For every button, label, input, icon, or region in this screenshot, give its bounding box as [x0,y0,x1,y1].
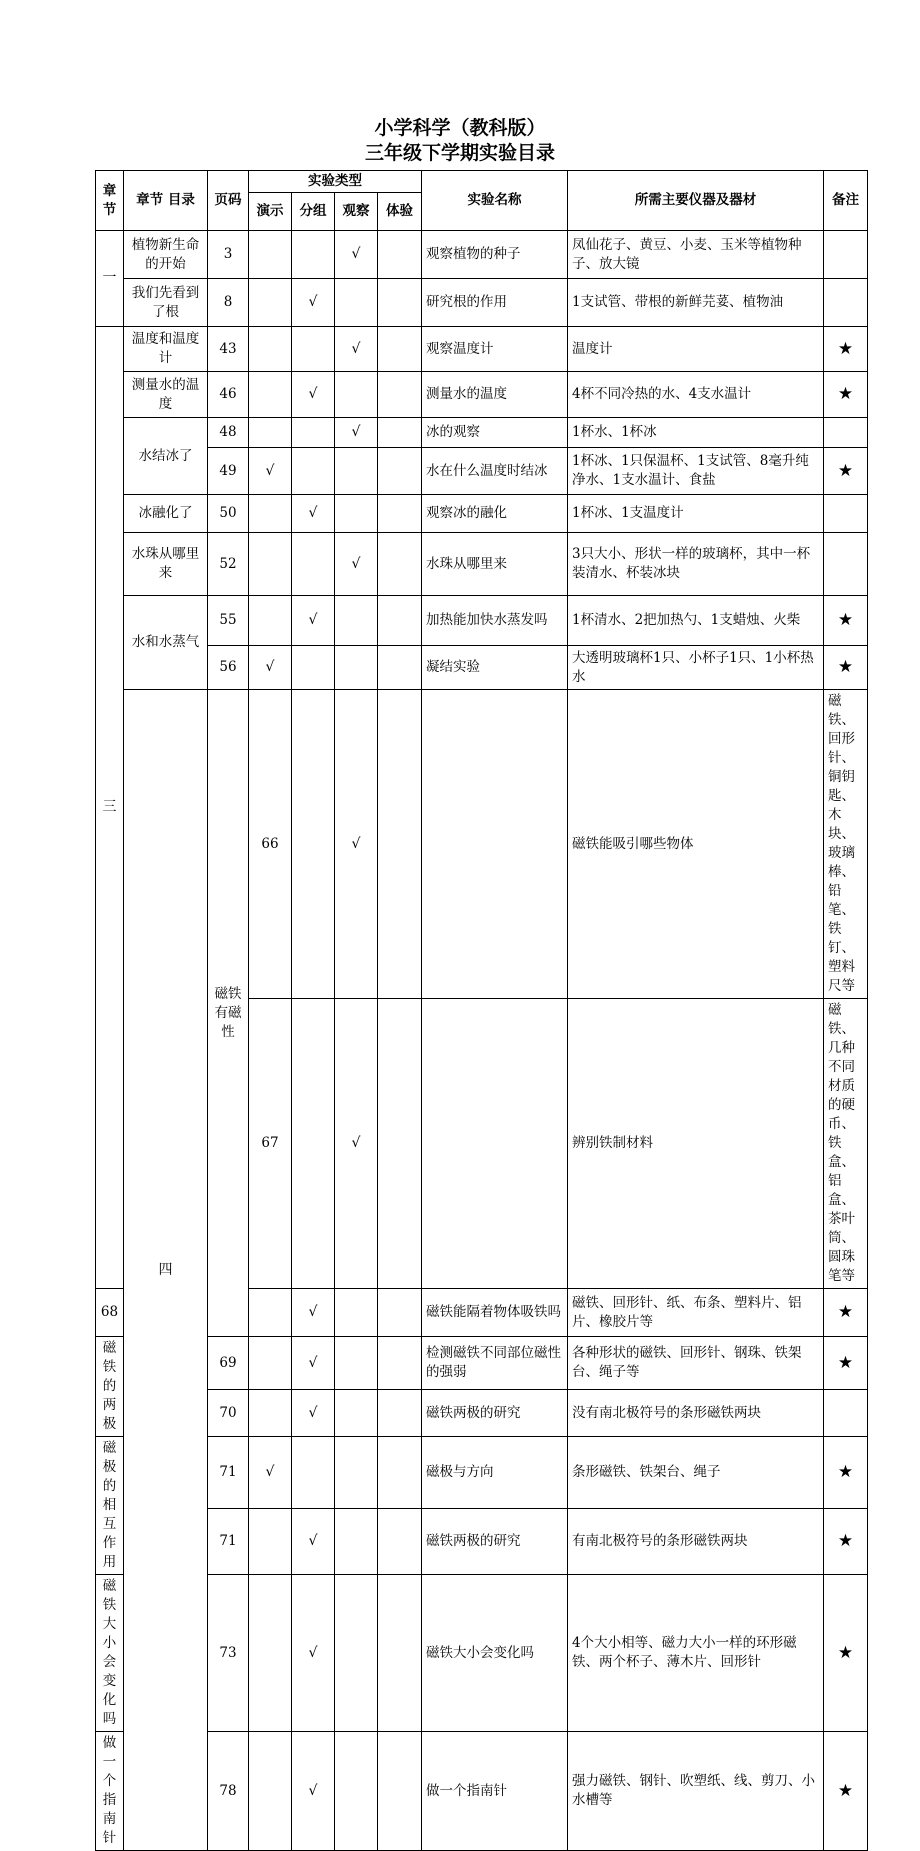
page-cell: 73 [208,1575,249,1732]
observe-cell [335,1337,378,1390]
table-row [96,418,868,448]
table-row [96,533,868,596]
page-cell: 70 [208,1390,249,1437]
header-type-group: 实验类型 [249,171,422,193]
section-cell: 磁铁的两极 [96,1337,124,1437]
experiment-name-cell: 做一个指南针 [422,1732,568,1851]
group-cell [292,533,335,596]
star-icon: ★ [824,327,868,372]
materials-cell: 没有南北极符号的条形磁铁两块 [568,1390,824,1437]
materials-cell: 1支试管、带根的新鲜芫荽、植物油 [568,279,824,327]
experience-cell [378,495,422,533]
experience-cell [422,690,568,999]
experiment-name-cell: 磁铁两极的研究 [422,1509,568,1575]
experience-cell [378,596,422,646]
table-row [96,690,868,999]
star-icon: ★ [824,596,868,646]
group-check: √ [292,1732,335,1851]
page-cell: 67 [249,999,292,1289]
section-cell: 做一个指南针 [96,1732,124,1851]
observe-cell [335,596,378,646]
demo-cell [292,690,335,999]
page-cell: 71 [208,1437,249,1509]
demo-cell [249,1390,292,1437]
table-row [96,1575,868,1732]
demo-cell [249,1289,292,1337]
chapter-cell: 四 [124,690,208,1851]
star-icon: ★ [824,1509,868,1575]
group-check: √ [292,1575,335,1732]
experience-cell [378,533,422,596]
page-cell: 69 [208,1337,249,1390]
experiment-name-cell: 磁铁大小会变化吗 [422,1575,568,1732]
materials-cell: 磁铁、回形针、纸、布条、塑料片、铝片、橡胶片等 [568,1289,824,1337]
experiment-name-cell: 观察植物的种子 [422,231,568,279]
remark-cell [824,231,868,279]
observe-check: √ [335,231,378,279]
materials-cell: 1杯水、1杯冰 [568,418,824,448]
page-cell: 56 [208,646,249,690]
header-section: 章节 目录 [124,171,208,231]
section-cell: 磁铁大小会变化吗 [96,1575,124,1732]
materials-cell: 4杯不同冷热的水、4支水温计 [568,372,824,418]
section-cell: 植物新生命的开始 [124,231,208,279]
demo-cell [249,1337,292,1390]
observe-cell [335,495,378,533]
group-cell [292,418,335,448]
header-remark: 备注 [824,171,868,231]
observe-cell [335,1289,378,1337]
group-check: √ [292,495,335,533]
experiment-table [95,170,868,1851]
materials-cell: 大透明玻璃杯1只、小杯子1只、1小杯热水 [568,646,824,690]
materials-cell: 磁铁、回形针、铜钥匙、木块、玻璃棒、铅笔、铁钉、塑料尺等 [824,690,868,999]
chapter-cell: 三 [96,327,124,1289]
experiment-name-cell: 辨别铁制材料 [568,999,824,1289]
demo-cell [249,1732,292,1851]
section-cell: 测量水的温度 [124,372,208,418]
star-icon: ★ [824,1575,868,1732]
table-row [96,372,868,418]
page-cell: 48 [208,418,249,448]
star-icon: ★ [824,448,868,495]
table-row [96,231,868,279]
demo-cell [249,495,292,533]
experiment-name-cell: 磁铁能隔着物体吸铁吗 [422,1289,568,1337]
section-cell: 水珠从哪里来 [124,533,208,596]
observe-check: √ [335,418,378,448]
demo-cell [249,231,292,279]
materials-cell: 条形磁铁、铁架台、绳子 [568,1437,824,1509]
table-row [96,1390,868,1437]
group-cell [292,327,335,372]
group-check: √ [292,1509,335,1575]
experiment-name-cell: 磁铁两极的研究 [422,1390,568,1437]
materials-cell: 凤仙花子、黄豆、小麦、玉米等植物种子、放大镜 [568,231,824,279]
observe-cell [335,372,378,418]
section-cell: 磁铁有磁性 [208,690,249,1337]
remark-cell [824,1390,868,1437]
page-cell: 43 [208,327,249,372]
observe-cell [335,1509,378,1575]
experience-cell [378,1509,422,1575]
experiment-name-cell: 检测磁铁不同部位磁性的强弱 [422,1337,568,1390]
materials-cell: 有南北极符号的条形磁铁两块 [568,1509,824,1575]
header-type-demo: 演示 [249,193,292,231]
group-check: √ [292,1289,335,1337]
experience-cell [378,1575,422,1732]
demo-cell [249,418,292,448]
experiment-name-cell: 水在什么温度时结冰 [422,448,568,495]
experiment-name-cell: 冰的观察 [422,418,568,448]
remark-cell [824,495,868,533]
demo-check: √ [249,1437,292,1509]
experience-cell [378,1437,422,1509]
table-row [96,495,868,533]
header-experiment-name: 实验名称 [422,171,568,231]
chapter-cell: 一 [96,231,124,327]
table-row [96,279,868,327]
table-row [96,646,868,690]
demo-cell [249,533,292,596]
star-icon: ★ [824,1337,868,1390]
demo-cell [249,327,292,372]
observe-cell [335,1390,378,1437]
group-check: √ [292,1390,335,1437]
experiment-name-cell: 加热能加快水蒸发吗 [422,596,568,646]
section-cell: 温度和温度计 [124,327,208,372]
table-row [96,448,868,495]
experience-cell [378,327,422,372]
observe-cell [335,1732,378,1851]
experiment-name-cell: 观察温度计 [422,327,568,372]
page-cell: 66 [249,690,292,999]
group-cell [292,448,335,495]
group-cell [292,231,335,279]
observe-check: √ [335,327,378,372]
demo-cell [249,279,292,327]
observe-cell [335,279,378,327]
experiment-name-cell: 观察冰的融化 [422,495,568,533]
table-row [96,1337,868,1390]
demo-cell [249,1575,292,1732]
experiment-name-cell: 磁极与方向 [422,1437,568,1509]
experience-cell [378,1289,422,1337]
materials-cell: 4个大小相等、磁力大小一样的环形磁铁、两个杯子、薄木片、回形针 [568,1575,824,1732]
experience-cell [378,646,422,690]
experience-cell [378,1732,422,1851]
page-cell: 46 [208,372,249,418]
header-chapter: 章节 [96,171,124,231]
section-cell: 水结冰了 [124,418,208,495]
observe-cell [335,646,378,690]
document-subtitle: 三年级下学期实验目录 [364,142,555,164]
star-icon: ★ [824,1289,868,1337]
header-materials: 所需主要仪器及器材 [568,171,824,231]
group-cell [292,1437,335,1509]
experience-cell [378,279,422,327]
page-cell: 8 [208,279,249,327]
group-check: √ [292,279,335,327]
observe-cell [378,690,422,999]
table-row [96,327,868,372]
group-check: √ [335,999,378,1289]
header-row [96,171,868,193]
materials-cell: 磁铁、几种不同材质的硬币、铁盒、铝盒、茶叶筒、圆珠笔等 [824,999,868,1289]
materials-cell: 3只大小、形状一样的玻璃杯，其中一杯装清水、杯装冰块 [568,533,824,596]
materials-cell: 强力磁铁、钢针、吹塑纸、线、剪刀、小水槽等 [568,1732,824,1851]
star-icon: ★ [824,1437,868,1509]
observe-cell [335,448,378,495]
demo-cell [249,596,292,646]
section-cell: 水和水蒸气 [124,596,208,690]
experience-cell [378,1390,422,1437]
experience-cell [378,1337,422,1390]
experience-cell [422,999,568,1289]
page-cell: 49 [208,448,249,495]
star-icon: ★ [824,1732,868,1851]
star-icon: ★ [824,372,868,418]
experiment-name-cell: 水珠从哪里来 [422,533,568,596]
page-cell: 78 [208,1732,249,1851]
observe-cell [378,999,422,1289]
section-cell: 磁极的相互作用 [96,1437,124,1575]
experience-cell [378,448,422,495]
remark-cell [824,418,868,448]
group-check: √ [292,596,335,646]
experiment-name-cell: 磁铁能吸引哪些物体 [568,690,824,999]
demo-check: √ [249,448,292,495]
demo-cell [249,1509,292,1575]
header-type-group-work: 分组 [292,193,335,231]
experiment-name-cell: 测量水的温度 [422,372,568,418]
remark-cell [824,533,868,596]
experiment-name-cell: 凝结实验 [422,646,568,690]
page-cell: 71 [208,1509,249,1575]
materials-cell: 温度计 [568,327,824,372]
page-cell: 68 [96,1289,124,1337]
table-row [96,1509,868,1575]
document-title: 小学科学（教科版） [374,117,546,139]
header-type-observe: 观察 [335,193,378,231]
star-icon: ★ [824,646,868,690]
table-row [96,596,868,646]
materials-cell: 1杯冰、1只保温杯、1支试管、8毫升纯净水、1支水温计、食盐 [568,448,824,495]
header-type-experience: 体验 [378,193,422,231]
observe-check: √ [335,533,378,596]
experience-cell [378,418,422,448]
section-cell: 我们先看到了根 [124,279,208,327]
page-cell: 55 [208,596,249,646]
experience-cell [378,231,422,279]
page-cell: 3 [208,231,249,279]
section-cell: 冰融化了 [124,495,208,533]
demo-cell [249,372,292,418]
table-row [96,1732,868,1851]
group-check: √ [292,372,335,418]
group-check: √ [335,690,378,999]
table-row [96,1437,868,1509]
page-cell: 50 [208,495,249,533]
demo-check: √ [249,646,292,690]
group-check: √ [292,1337,335,1390]
demo-cell [292,999,335,1289]
group-cell [292,646,335,690]
materials-cell: 各种形状的磁铁、回形针、钢珠、铁架台、绳子等 [568,1337,824,1390]
experiment-name-cell: 研究根的作用 [422,279,568,327]
experience-cell [378,372,422,418]
materials-cell: 1杯冰、1支温度计 [568,495,824,533]
remark-cell [824,279,868,327]
observe-cell [335,1437,378,1509]
observe-cell [335,1575,378,1732]
header-page: 页码 [208,171,249,231]
materials-cell: 1杯清水、2把加热勺、1支蜡烛、火柴 [568,596,824,646]
page-cell: 52 [208,533,249,596]
